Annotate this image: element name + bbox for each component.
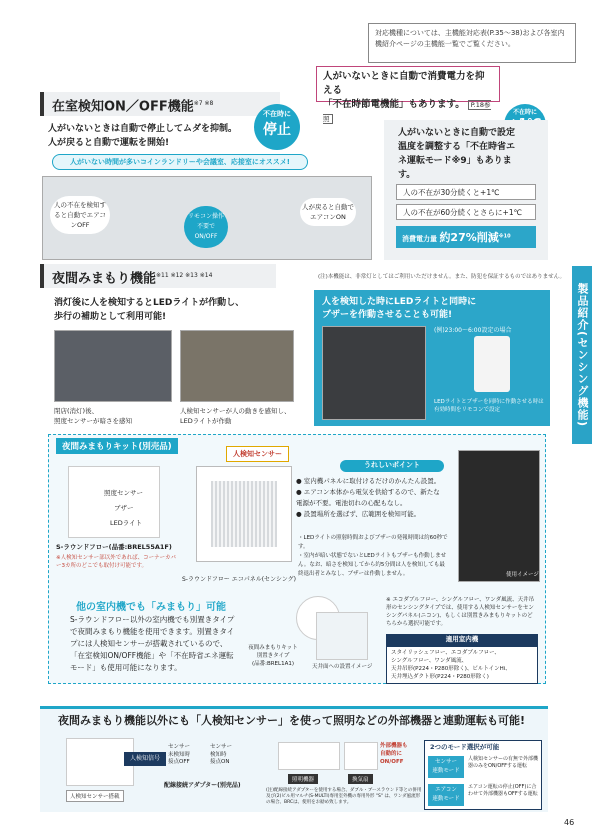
label-right: 人が戻ると自動でエアコンON: [300, 198, 356, 226]
lighting-image: [278, 742, 340, 770]
badge-small: 不在時に: [263, 110, 291, 118]
lighting-label: 照明機器: [288, 774, 318, 784]
sec2-note: (注)本機能は、非常灯としてはご利用いただけません。また、防犯を保証するものではありません。: [318, 274, 565, 280]
point-2: ● エアコン本体から電気を供給するので、新たな電源が不要。電池切れの心配もなし。: [296, 488, 440, 507]
section-night-title: [40, 264, 276, 288]
sensor-tag: 人検知センサー: [226, 446, 289, 462]
sec1-lead: 人がいないときは自動で停止してムダを抑制。 人が戻ると自動で運転を開始!: [48, 124, 238, 148]
label-left: 人の不在を検知すると自動でエアコンOFF: [50, 196, 110, 234]
photo-usage: [458, 450, 540, 582]
caption-dark: 閉店(消灯)後、 照度センサーが暗さを感知: [54, 407, 132, 425]
callout-line2: 「不在時節電機能」もあります。: [323, 99, 465, 110]
model-left: S-ラウンドフロー(品番:BREL55A1F): [56, 543, 172, 551]
ext-label: 外部機器も 自動的に ON/OFF: [380, 743, 408, 765]
part-illuminance: 照度センサー: [104, 489, 143, 497]
points-title: うれしいポイント: [340, 460, 444, 472]
badge-stop: [254, 104, 300, 150]
sec2-lead: 消灯後に人を検知するとLEDライトが作動し、 歩行の補助として利用可能!: [54, 298, 245, 322]
buzzer-caption: LEDライトとブザーを同時に作動させる時は有効時間をリモコンで設定: [434, 399, 544, 413]
ceiling-caption: 天井面への設置イメージ: [312, 664, 373, 670]
section-title-text: 在室検知ON／OFF機能: [52, 99, 194, 115]
apply-title: 適用室内機: [386, 634, 538, 646]
point-1: ● 室内機パネルに取付けるだけのかんたん設置。: [296, 477, 441, 485]
mode2-label: エアコン 連動モード: [428, 784, 464, 806]
point-3: ● 設置場所を選ばず、広範囲を検知可能。: [296, 510, 421, 518]
apply-note: ※ エコダブルフロー、シングルフロー、ワンダ風流、天井吊形のセンシングタイプでは、使用する人検知センサーをセンシングパネル(ニコン)、もしくは別置きみまもりキットのどちらから選択可能です。: [386, 597, 535, 627]
callout-ref: P.18参照: [323, 101, 491, 123]
energy-row-30: 人の不在が30分続くと+1℃: [396, 184, 536, 200]
buzzer-example: (例)23:00〜6:00設定の場合: [434, 327, 512, 334]
signal-arrow: 人検知信号: [124, 752, 166, 766]
remote-controller: [474, 336, 510, 392]
mode1-text: 人検知センサーの有無で外部機器のみをON/OFFする運転: [468, 756, 539, 769]
part-led: LEDライト: [110, 519, 143, 527]
note-left: ※人検知センサー部以外であれば、コーナーカバー3カ所のどこでも取付け可能です。: [56, 555, 176, 569]
kit-title: 夜間みまもりキット(別売品): [56, 438, 178, 454]
photo-buzzer: [322, 326, 426, 420]
energy-row-60: 人の不在が60分続くとさらに+1℃: [396, 204, 536, 220]
saving-value: 約27%削減: [439, 231, 499, 244]
bottom-title: 夜間みまもり機能以外にも「人検知センサー」を使って照明などの外部機器と連動運転も可能!: [58, 714, 526, 727]
bottom-note: (注)配線接続アダプターを使用する場合、ダブル・ブースラウンド等との併用及び(2)ビル用マルチ(S-MULTI)専用室外機の専用外形 "S" は、ワンダ風流形の場合、BRCは、使用をお勧め致します。: [266, 788, 422, 805]
adapter-label: 配線接続アダプター(別売品): [164, 782, 241, 789]
panel-grille: [211, 481, 277, 547]
caption-led: 人検知センサーが人の動きを感知し、 LEDライトが作動: [180, 407, 291, 425]
apply-list: スタイリッシュフロー、エコダブルフロー、 シングルフロー、ワンダ風流、 天井吊形(P224・P280形除く)、ビルトインHi、 天井埋込ダクト形(P224・P280形除く): [386, 646, 538, 684]
fan-image: [344, 742, 378, 770]
ceiling-image: [316, 612, 368, 660]
section-presence-title: [40, 92, 280, 116]
label-center: リモコン操作不要でON/OFF: [184, 206, 228, 248]
badge-big: 停止: [263, 122, 291, 138]
modes-title: 2つのモード選択が可能: [430, 743, 500, 751]
saving-box: [396, 226, 536, 248]
sensor-state-on: センサー 検知時 接点ON: [210, 744, 233, 765]
top-note: 対応機種については、主機能対応表(P.35〜38)および各室内機紹介ページの主機能一覧でご覧ください。: [368, 23, 576, 63]
side-tab: 製品紹介(センシング機能): [572, 266, 592, 444]
page-number: 46: [564, 818, 575, 827]
mode1-label: センサー 連動モード: [428, 756, 464, 778]
photo-dark-store: [54, 330, 172, 402]
section2-sup: ※11 ※12 ※13 ※14: [156, 272, 213, 279]
badge2-small: 不在時に: [512, 109, 537, 116]
other-title: 他の室内機でも「みまもり」可能: [76, 602, 226, 613]
other-model: 夜間みまもりキット 別置きタイプ (品番:BREL1A1): [248, 645, 298, 667]
photo-led-on: [180, 330, 294, 402]
callout-line1: 人がいないときに自動で消費電力を抑える: [323, 71, 485, 96]
section2-title-text: 夜間みまもり機能: [52, 271, 157, 287]
energy-text: 人がいないときに自動で設定温度を調整する「不在時省エネ運転モード※9」もあります。: [398, 128, 516, 180]
other-text: S-ラウンドフロー以外の室内機でも別置きタイプで夜間みまもり機能を使用できます。別置きタイプには人検知センサーが搭載されているので、「在室検知ON/OFF機能」や「不在時省エネ運転モード」も使用可能になります。: [70, 615, 235, 672]
fan-label: 換気扇: [348, 774, 373, 784]
sensor-state-off: センサー 未検知時 接点OFF: [168, 744, 191, 765]
sec1-pill: 人がいない時間が多いコインランドリーや会議室、応接室にオススメ!: [52, 154, 308, 170]
section-sup: ※7 ※8: [193, 100, 214, 107]
bottom-caption-left: 人検知センサー搭載: [66, 790, 124, 802]
saving-sup: ※10: [498, 233, 511, 240]
led-notes: ・LEDライトの照射時間およびブザーの発報時間は約60秒です。 ・室内が暗い状態でないとLEDライトもブザーも作動しません。なお、暗さを検知してから約5分間は人を検知しても最終退出者とみなし、ブザーは作動しません。: [298, 535, 448, 577]
panel-image: [196, 466, 292, 562]
saving-label: 消費電力量: [402, 235, 437, 243]
auto-save-callout: [316, 66, 500, 123]
model-center: S-ラウンドフロー エコパネル(センシング): [182, 576, 296, 583]
part-buzzer: ブザー: [114, 504, 134, 512]
mode2-text: エアコン運転の停止(OFF)に合わせて外部機器もOFFする運転: [468, 784, 538, 797]
photo-usage-caption: 使用イメージ: [506, 572, 539, 578]
buzzer-title: 人を検知した時にLEDライトと同時に ブザーを作動させることも可能!: [322, 297, 477, 320]
